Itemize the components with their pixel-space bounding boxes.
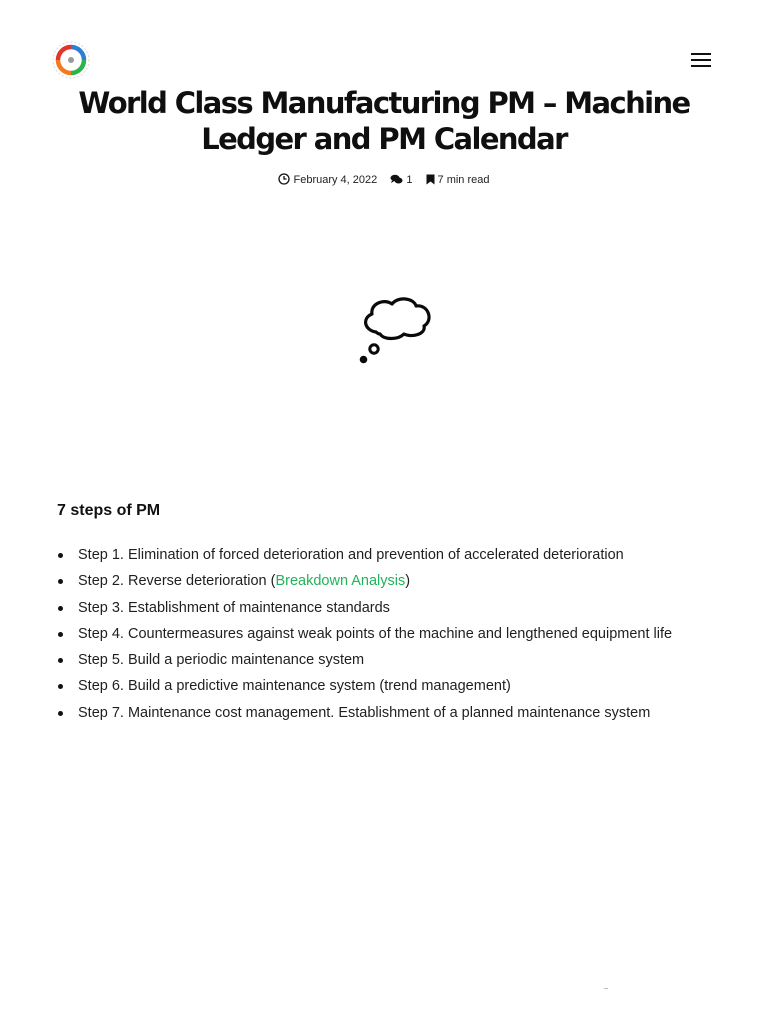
step-text-closing: ): [405, 573, 411, 590]
comments-icon: [390, 174, 403, 185]
section-heading: 7 steps of PM: [57, 502, 161, 519]
menu-button[interactable]: [689, 50, 713, 70]
bookmark-icon: [426, 174, 435, 185]
divider: [604, 988, 608, 989]
article-title: World Class Manufacturing PM – Machine Ledger and PM Calendar: [78, 86, 690, 156]
step-text: Step 2. Reverse deterioration (: [78, 573, 276, 590]
list-item: Step 7. Maintenance cost management. Establishment of a planned maintenance system: [57, 700, 737, 726]
steps-list: [57, 542, 737, 726]
comments-count[interactable]: [390, 172, 412, 188]
thought-bubble-icon: [356, 296, 432, 366]
post-date: [278, 172, 377, 188]
list-item: Step 3. Establishment of maintenance standards: [57, 595, 737, 621]
read-time-text: 7 min read: [437, 174, 490, 187]
post-date-text: February 4, 2022: [293, 174, 378, 187]
hamburger-menu-line: [691, 59, 711, 61]
read-time: [426, 172, 490, 188]
site-header: [0, 0, 768, 90]
hamburger-menu-line: [691, 65, 711, 67]
circular-arrows-logo-icon: [52, 41, 90, 79]
article-meta: [0, 172, 768, 188]
comments-count-text: 1: [406, 174, 413, 187]
list-item: Step 1. Elimination of forced deterioration and prevention of accelerated deterioration: [57, 542, 737, 568]
list-item: [57, 568, 737, 594]
list-item: Step 5. Build a periodic maintenance system: [57, 647, 737, 673]
breakdown-analysis-link[interactable]: Breakdown Analysis: [275, 573, 406, 590]
site-logo[interactable]: [52, 41, 90, 79]
clock-icon: [278, 173, 290, 185]
list-item: Step 4. Countermeasures against weak points of the machine and lengthened equipment life: [57, 621, 737, 647]
hamburger-menu-icon: [691, 53, 711, 55]
list-item: Step 6. Build a predictive maintenance system (trend management): [57, 673, 737, 699]
